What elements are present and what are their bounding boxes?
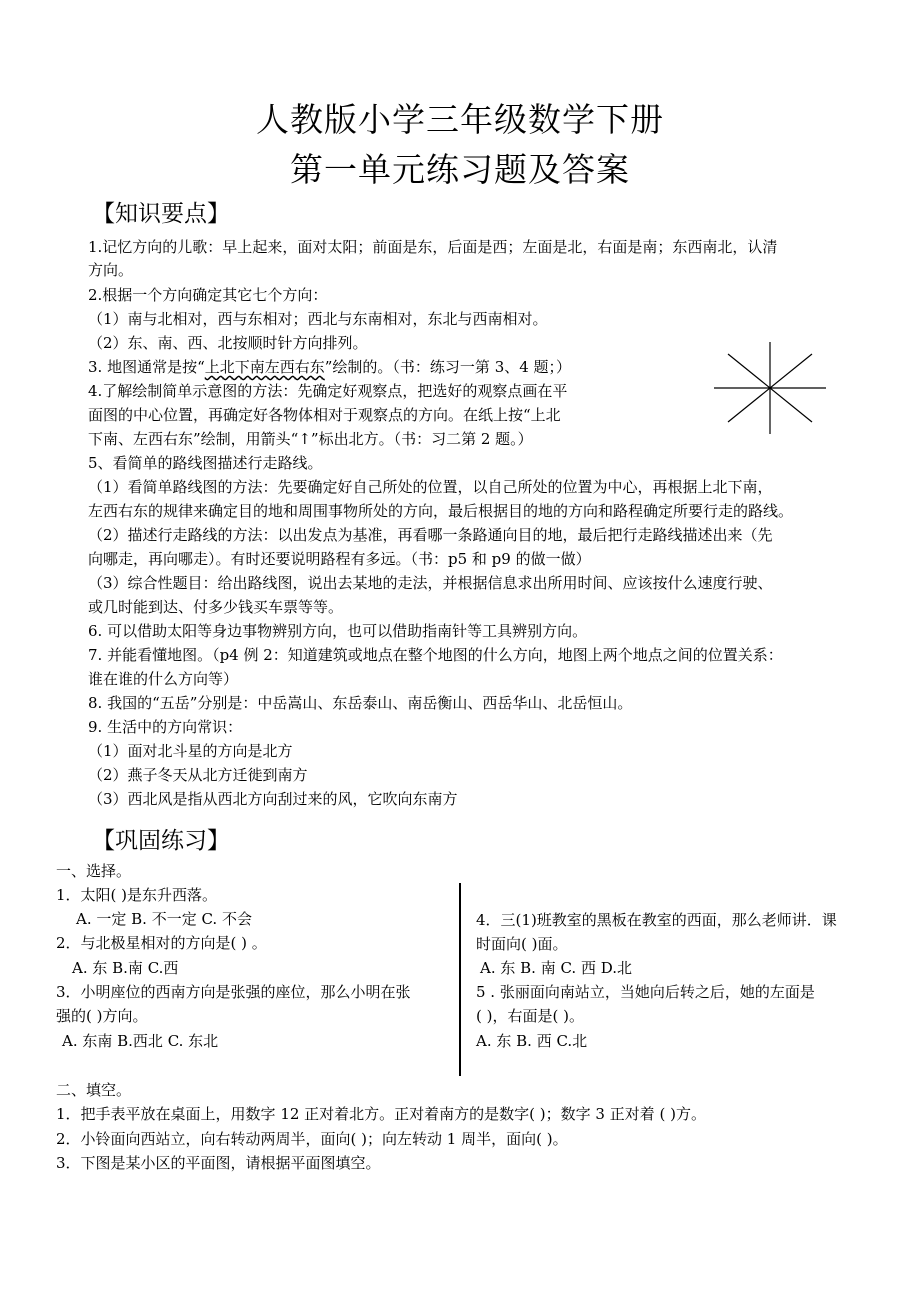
- practice-line: A. 东 B. 西 C.北: [476, 1032, 588, 1050]
- section-heading-knowledge: 【知识要点】: [92, 201, 230, 227]
- practice-line: 2．与北极星相对的方向是( ) 。: [56, 934, 267, 952]
- knowledge-line: 方向。: [88, 261, 134, 279]
- practice-line: 5 . 张丽面向南站立，当她向后转之后，她的左面是: [476, 983, 815, 1001]
- knowledge-line: 5、看简单的路线图描述行走路线。: [88, 454, 323, 472]
- knowledge-line: （1）面对北斗星的方向是北方: [88, 742, 293, 760]
- knowledge-line: 面图的中心位置，再确定好各物体相对于观察点的方向。在纸上按“上北: [88, 406, 561, 424]
- practice-line: A. 东 B. 南 C. 西 D.北: [480, 959, 632, 977]
- knowledge-line: （1）南与北相对，西与东相对；西北与东南相对，东北与西南相对。: [88, 310, 548, 328]
- knowledge-line: 8. 我国的“五岳”分别是：中岳嵩山、东岳泰山、南岳衡山、西岳华山、北岳恒山。: [88, 694, 633, 712]
- map-orientation-phrase: 上北下南左西右东: [204, 358, 325, 376]
- knowledge-line: （2）燕子冬天从北方迁徙到南方: [88, 766, 308, 784]
- knowledge-line: 9. 生活中的方向常识：: [88, 718, 243, 736]
- practice-line: A. 东南 B.西北 C. 东北: [62, 1032, 219, 1050]
- practice-line: 4．三(1)班教室的黑板在教室的西面，那么老师讲．课: [476, 911, 837, 929]
- knowledge-line-prefix: 3. 地图通常是按“: [88, 358, 205, 376]
- practice-line: 强的( )方向。: [56, 1007, 148, 1025]
- practice-line: 3．小明座位的西南方向是张强的座位，那么小明在张: [56, 983, 411, 1001]
- practice-line: 3．下图是某小区的平面图，请根据平面图填空。: [56, 1154, 381, 1172]
- practice-line: ( )，右面是( )。: [476, 1007, 584, 1025]
- knowledge-line: （3）西北风是指从西北方向刮过来的风，它吹向东南方: [88, 790, 458, 808]
- practice-line: A. 东 B.南 C.西: [72, 959, 179, 977]
- knowledge-line: （1）看简单路线图的方法：先要确定好自己所处的位置，以自己所处的位置为中心，再根据上北下南，: [88, 478, 773, 496]
- knowledge-line: 向哪走，再向哪走）。有时还要说明路程有多远。（书：p5 和 p9 的做一做）: [88, 550, 591, 568]
- eight-direction-diagram: [712, 340, 828, 436]
- knowledge-line: [88, 357, 571, 377]
- practice-line: A. 一定 B. 不一定 C. 不会: [76, 910, 252, 928]
- practice-line: 二、填空。: [56, 1081, 132, 1099]
- practice-line: 时面向( )面。: [476, 935, 568, 953]
- practice-line: 1．太阳( )是东升西落。: [56, 886, 218, 904]
- knowledge-line: （3）综合性题目：给出路线图，说出去某地的走法，并根据信息求出所用时间、应该按什么速度行驶、: [88, 574, 773, 592]
- knowledge-line: 4.了解绘制简单示意图的方法：先确定好观察点，把选好的观察点画在平: [88, 382, 568, 400]
- knowledge-line: 2.根据一个方向确定其它七个方向：: [88, 286, 328, 304]
- column-divider: [459, 883, 461, 1076]
- knowledge-line: 左西右东的规律来确定目的地和周围事物所处的方向，最后根据目的地的方向和路程确定所要行走的路线。: [88, 502, 794, 520]
- knowledge-line-suffix: ”绘制的。（书：练习一第 3、4 题；）: [324, 358, 572, 376]
- knowledge-line: 或几时能到达、付多少钱买车票等等。: [88, 598, 344, 616]
- knowledge-line: （2）描述行走路线的方法：以出发点为基准，再看哪一条路通向目的地，最后把行走路线描述出来（先: [88, 526, 773, 544]
- knowledge-line: 6. 可以借助太阳等身边事物辨别方向，也可以借助指南针等工具辨别方向。: [88, 622, 588, 640]
- practice-line: 2．小铃面向西站立，向右转动两周半，面向( )；向左转动 1 周半，面向( )。: [56, 1130, 568, 1148]
- practice-line: 1．把手表平放在桌面上，用数字 12 正对着北方。正对着南方的是数字( )；数字 3 正对着 ( )方。: [56, 1105, 706, 1123]
- knowledge-line: 下南、左西右东”绘制，用箭头“↑”标出北方。（书：习二第 2 题。）: [88, 430, 533, 448]
- page-title-line2: 第一单元练习题及答案: [290, 150, 630, 189]
- knowledge-line: 7. 并能看懂地图。（p4 例 2：知道建筑或地点在整个地图的什么方向，地图上两个地点之间的位置关系：: [88, 646, 783, 664]
- knowledge-line: （2）东、南、西、北按顺时针方向排列。: [88, 334, 368, 352]
- section-heading-practice: 【巩固练习】: [92, 828, 230, 854]
- page-title-line1: 人教版小学三年级数学下册: [256, 100, 664, 139]
- knowledge-line: 谁在谁的什么方向等）: [88, 670, 239, 688]
- practice-line: 一、选择。: [56, 862, 132, 880]
- knowledge-line: 1.记忆方向的儿歌：早上起来，面对太阳；前面是东，后面是西；左面是北，右面是南；东西南北，认清: [88, 238, 778, 256]
